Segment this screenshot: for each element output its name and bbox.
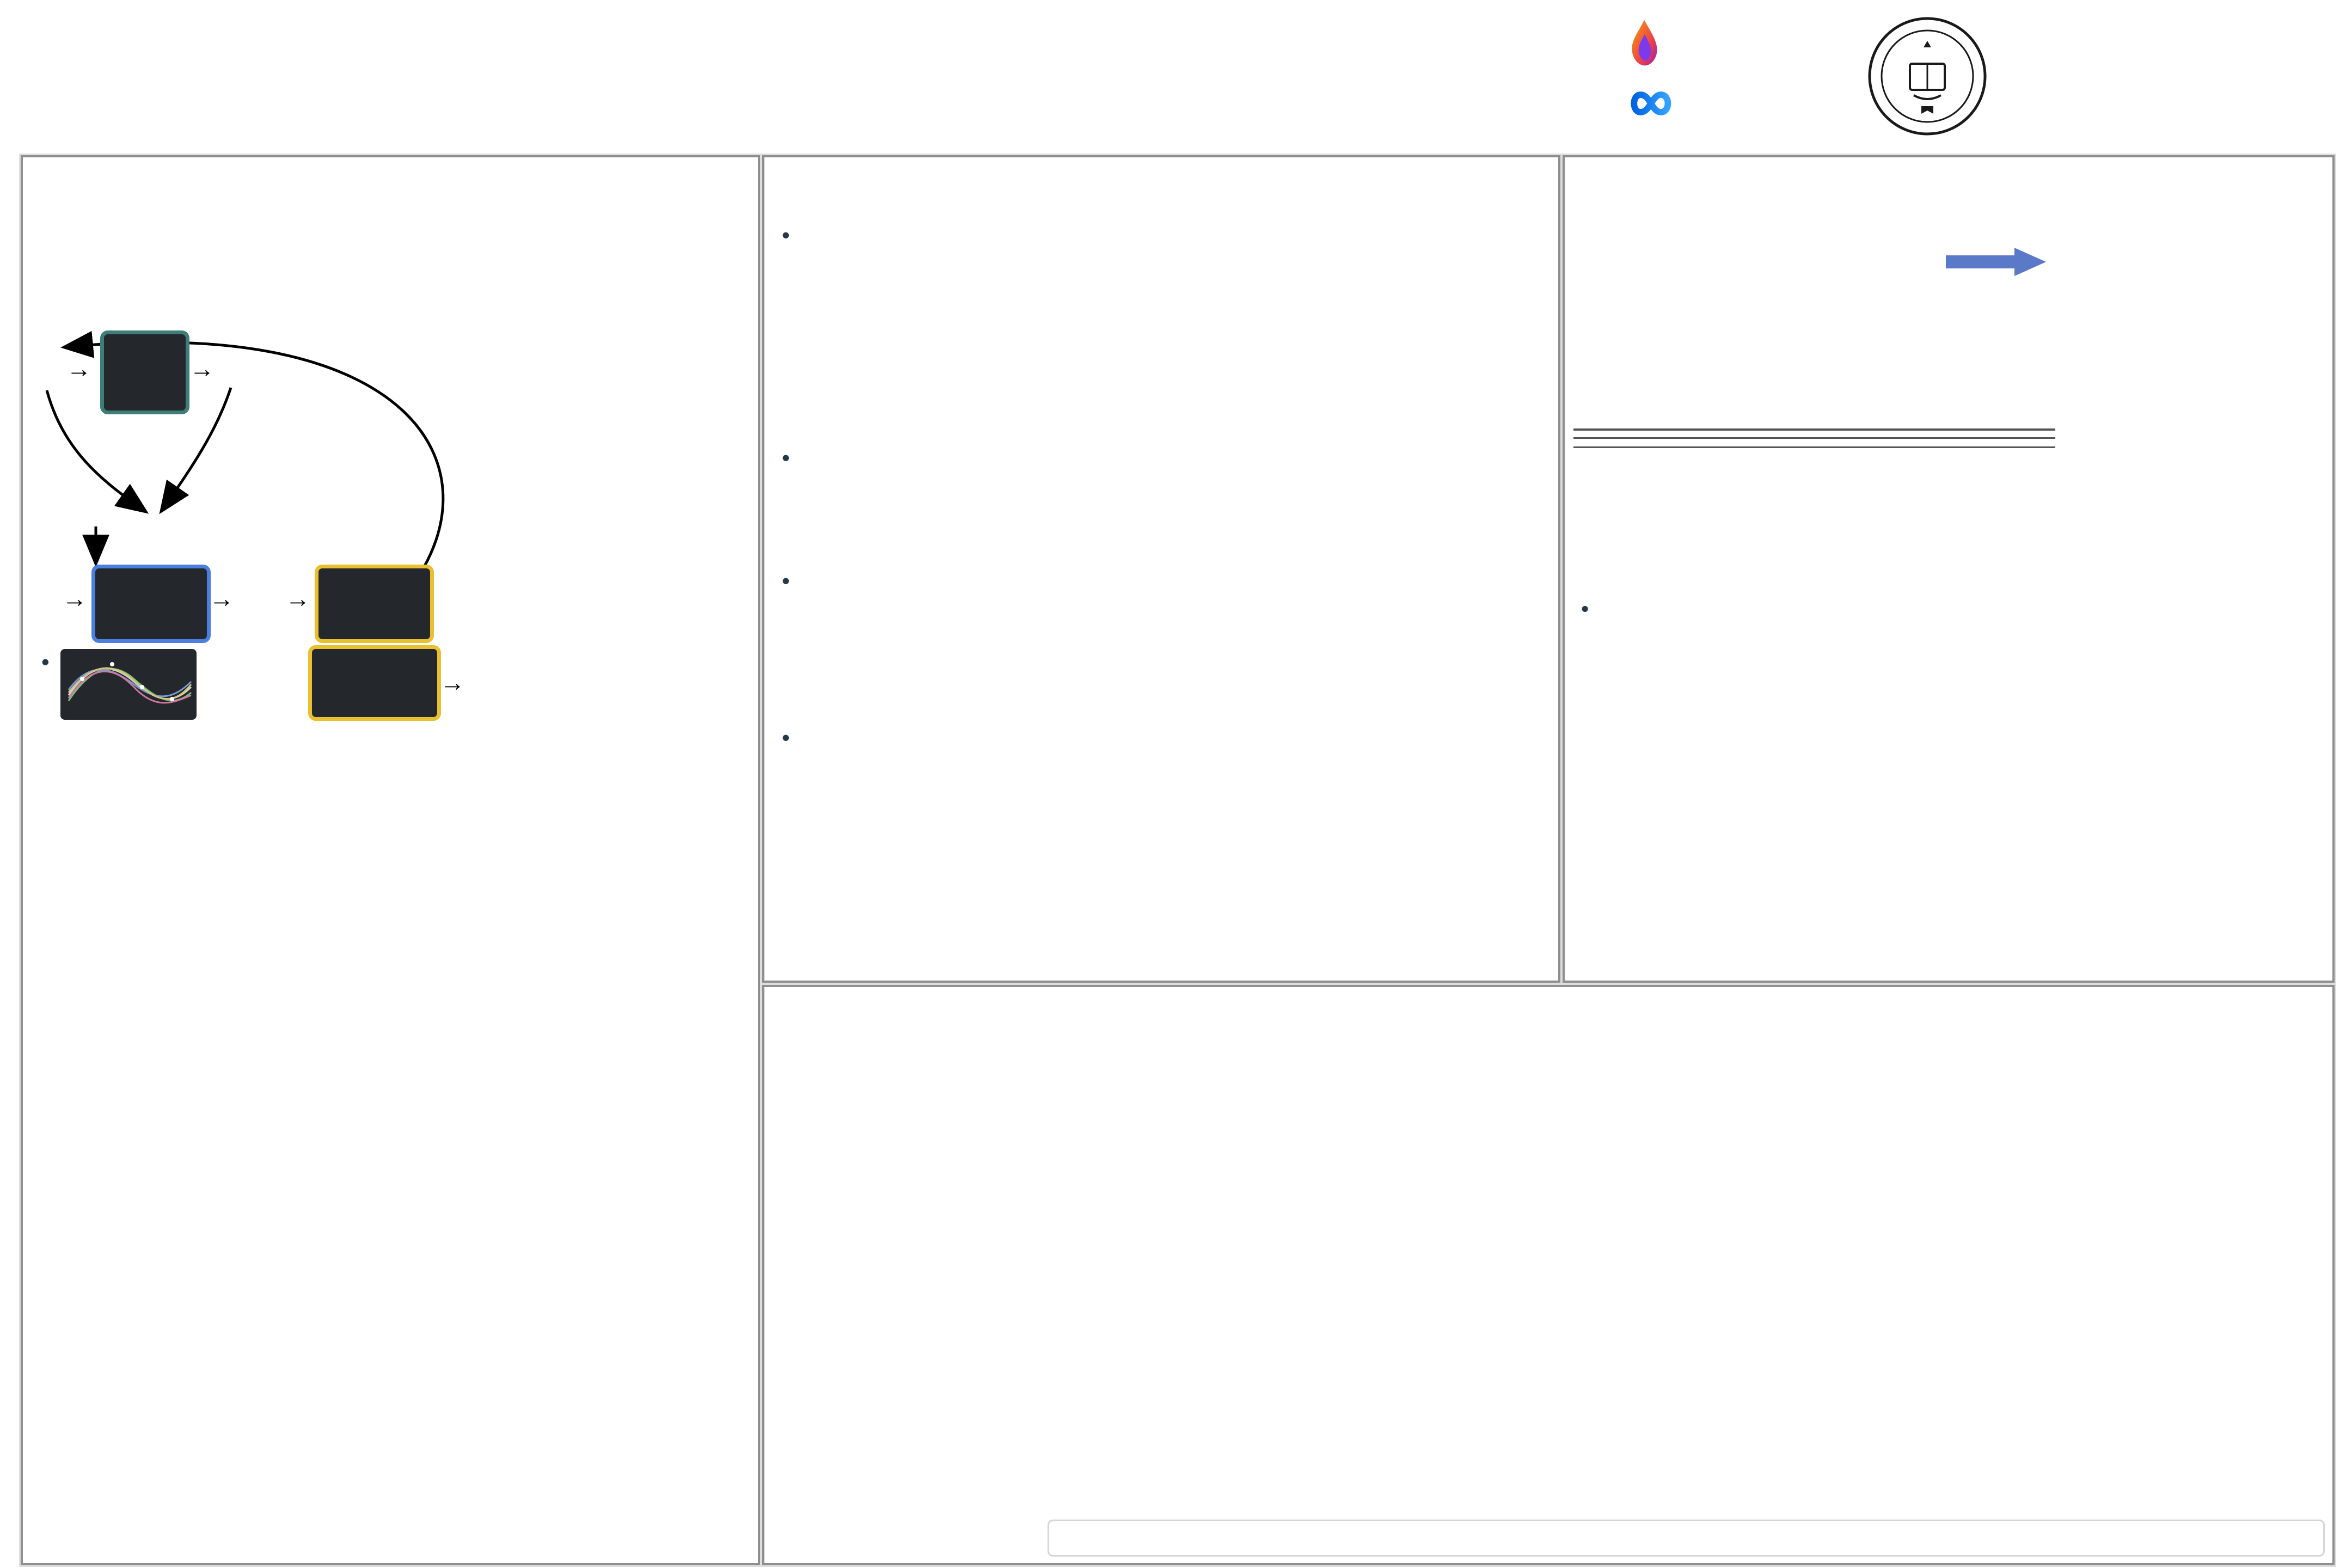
botorch-flame-icon — [1628, 16, 1662, 71]
algorithm-box — [1573, 428, 2055, 448]
oxford-logo — [1865, 14, 1990, 142]
experiment-charts-row — [1019, 1118, 2326, 1166]
bo-diagram — [30, 292, 491, 722]
cont-relax-af-chart — [379, 1100, 761, 1536]
botorch-logo — [1628, 16, 1662, 71]
chart-subtitle — [1019, 1118, 1346, 1166]
po-value-chart — [2043, 170, 2331, 519]
chart-block-chemical — [1019, 1118, 1346, 1166]
algorithm-title — [1573, 428, 2055, 439]
surrogate-model-node — [91, 565, 211, 643]
arrow-right-icon: → — [440, 669, 465, 696]
algorithm-lines — [1573, 442, 2055, 448]
shortcomings-text — [26, 1114, 377, 1130]
arrow-right-icon: → — [62, 585, 87, 612]
experiments-legend — [1048, 1520, 2325, 1557]
arrow-right-icon: → — [209, 585, 234, 612]
arrow-right-icon: → — [285, 585, 310, 612]
chart-subtitle — [1656, 1118, 1991, 1166]
chart-block-cellular — [1991, 1118, 2326, 1166]
chart-block-oil — [1346, 1118, 1656, 1166]
qr-paper — [2033, 1018, 2147, 1132]
panel-bottom — [762, 985, 2335, 1565]
panel-pr — [762, 155, 1560, 983]
meta-infinity-icon — [1625, 86, 1685, 121]
numerical-optimization-node — [308, 645, 441, 721]
blackbox-node — [100, 330, 189, 414]
arrow-right-icon: → — [66, 355, 91, 383]
chart-subtitle — [1346, 1118, 1656, 1166]
qr-code — [2194, 1018, 2308, 1132]
neurips-dots-icon — [1993, 5, 2129, 144]
acquisition-function-node — [315, 565, 434, 643]
panel-theory — [1563, 155, 2335, 983]
arrow-right-icon: → — [189, 355, 215, 383]
chart-block-welded — [1656, 1118, 1991, 1166]
chart-subtitle — [1991, 1118, 2326, 1166]
meta-logo — [1625, 82, 1685, 125]
gp-thumbnail — [60, 649, 197, 720]
neurips-logo — [1993, 5, 2129, 147]
panel-background — [21, 155, 760, 1565]
theorem-arrow-icon — [1946, 246, 2047, 278]
violin-chart — [2079, 517, 2330, 789]
